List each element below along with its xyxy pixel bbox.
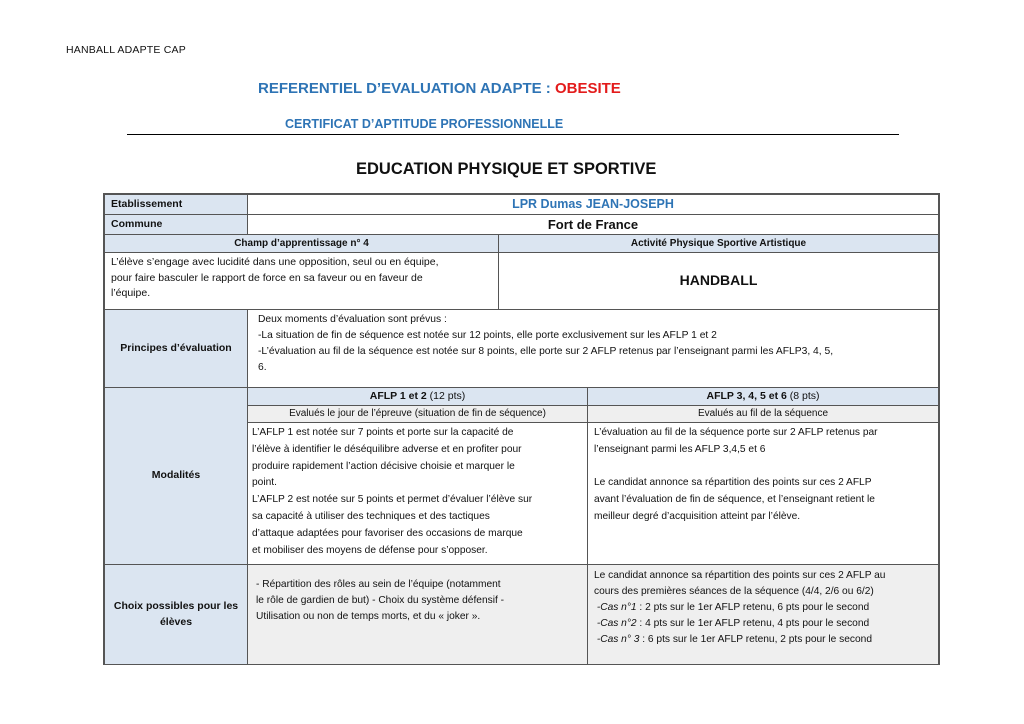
case-text: : 4 pts sur le 1er AFLP retenu, 4 pts pour le second	[636, 618, 870, 629]
principes-label: Principes d’évaluation	[104, 309, 248, 388]
champ-line: l’équipe.	[111, 287, 151, 299]
commune-value: Fort de France	[247, 214, 939, 235]
aflp12-line: L’AFLP 1 est notée sur 7 points et porte sur la capacité de	[252, 427, 514, 438]
top-label: HANBALL ADAPTE CAP	[66, 44, 186, 56]
champ-description	[104, 252, 499, 310]
principes-line: -L’évaluation au fil de la séquence est notée sur 8 points, elle porte sur 2 AFLP retenus par l’enseignant parmi les AFLP3, 4, 5,	[258, 346, 834, 357]
aflp36-line: avant l’évaluation de fin de séquence, et l’enseignant retient le	[594, 494, 875, 506]
choix-left-line: Utilisation ou non de temps morts, et du « joker ».	[256, 611, 481, 622]
aflp12-line: L’AFLP 2 est notée sur 5 points et permet d’évaluer l’élève sur	[252, 494, 533, 506]
champ-label: Champ d’apprentissage n° 4	[104, 234, 499, 253]
aflp12-line: point.	[252, 477, 277, 489]
choix-left-line: le rôle de gardien de but) - Choix du système défensif -	[256, 595, 505, 606]
case-label: -Cas n°1	[596, 602, 637, 613]
aflp36-line	[594, 459, 936, 476]
aflp12-points: (12 pts)	[429, 389, 466, 402]
aflp12-header	[247, 387, 588, 406]
title-rule	[127, 134, 899, 135]
aflp36-header	[587, 387, 939, 406]
choix-right	[587, 564, 939, 665]
case-item	[594, 600, 936, 616]
activite-label: Activité Physique Sportive Artistique	[498, 234, 939, 253]
title-highlight: OBESITE	[554, 80, 621, 97]
aflp12-subheader: Evalués le jour de l’épreuve (situation de fin de séquence)	[247, 405, 588, 423]
choix-right-line: cours des premières séances de la séquence (4/4, 2/6 ou 6/2)	[594, 586, 874, 597]
aflp12-line: l’élève à identifier le déséquilibre adverse et en profiter pour	[252, 443, 522, 455]
choix-label: Choix possibles pour les élèves	[104, 564, 248, 665]
aflp36-line: l’enseignant parmi les AFLP 3,4,5 et 6	[594, 443, 766, 455]
aflp12-line: d’attaque adaptées pour favoriser des occasions de marque	[252, 527, 523, 539]
choix-left	[247, 564, 588, 665]
principes-text	[247, 309, 939, 388]
choix-left-line: - Répartition des rôles au sein de l’équipe (notamment	[256, 579, 501, 590]
aflp12-line: et mobiliser des moyens de défense pour s’opposer.	[252, 544, 488, 556]
aflp36-description	[587, 422, 939, 565]
activite-value: HANDBALL	[498, 252, 939, 310]
etablissement-value: LPR Dumas JEAN-JOSEPH	[247, 194, 939, 215]
case-label: -Cas n° 3	[596, 634, 640, 645]
etablissement-label: Etablissement	[104, 194, 248, 215]
principes-line: -La situation de fin de séquence est notée sur 12 points, elle porte exclusivement sur les AFLP 1 et 2	[258, 330, 717, 341]
section-heading: EDUCATION PHYSIQUE ET SPORTIVE	[356, 160, 657, 178]
case-item	[594, 632, 936, 648]
principes-line: Deux moments d’évaluation sont prévus :	[258, 314, 447, 325]
aflp12-line: sa capacité à utiliser des techniques et des tactiques	[252, 510, 490, 522]
champ-line: pour faire basculer le rapport de force en sa faveur ou en faveur de	[111, 271, 423, 284]
document-title	[258, 80, 621, 97]
commune-label: Commune	[104, 214, 248, 235]
case-label: -Cas n°2	[596, 618, 637, 629]
title-main: REFERENTIEL D’EVALUATION ADAPTE :	[258, 80, 555, 97]
case-text: : 2 pts sur le 1er AFLP retenu, 6 pts pour le second	[636, 602, 870, 613]
aflp36-line: L’évaluation au fil de la séquence porte sur 2 AFLP retenus par	[594, 427, 878, 438]
modalites-label: Modalités	[104, 387, 248, 565]
aflp36-line: Le candidat annonce sa répartition des points sur ces 2 AFLP	[594, 477, 872, 489]
case-text: : 6 pts sur le 1er AFLP retenu, 2 pts pour le second	[639, 634, 872, 645]
choix-right-line: Le candidat annonce sa répartition des points sur ces 2 AFLP au	[594, 570, 886, 581]
aflp12-description	[247, 422, 588, 565]
aflp36-points: (8 pts)	[789, 389, 820, 402]
aflp36-title: AFLP 3, 4, 5 et 6	[706, 389, 787, 402]
aflp12-line: produire rapidement l’action décisive choisie et marquer le	[252, 460, 515, 472]
aflp36-line: meilleur degré d’acquisition atteint par l’élève.	[594, 510, 801, 522]
case-item	[594, 616, 936, 632]
document-subtitle: CERTIFICAT D’APTITUDE PROFESSIONNELLE	[285, 117, 564, 131]
aflp12-title: AFLP 1 et 2	[369, 389, 427, 402]
champ-line: L’élève s’engage avec lucidité dans une opposition, seul ou en équipe,	[111, 256, 439, 268]
aflp36-subheader: Evalués au fil de la séquence	[587, 405, 939, 423]
principes-line: 6.	[258, 362, 267, 373]
